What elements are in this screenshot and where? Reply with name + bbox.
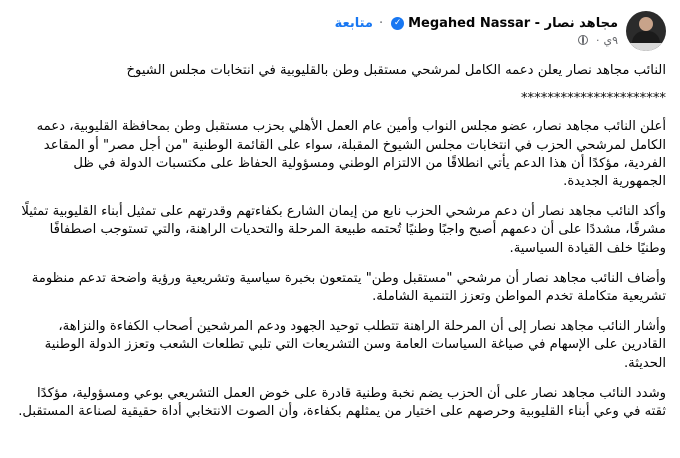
globe-icon[interactable]	[578, 35, 588, 45]
paragraph-5: وشدد النائب مجاهد نصار على أن الحزب يضم نخبة وطنية قادرة على خوض العمل التشريعي بوعي ومسؤولية، مؤكدًا ثقته في وعي أبناء القليوبية وحرصهم على اختيار من يمثلهم بكفاءة، وأن الصوت الانتخابي أداة حقيقية لصناعة المستقبل.	[18, 385, 666, 420]
verified-badge-icon: ✓	[391, 17, 404, 30]
post-title: النائب مجاهد نصار يعلن دعمه الكامل لمرشحي مستقبل وطن بالقليوبية في انتخابات مجلس الشيوخ	[126, 63, 666, 78]
author-name[interactable]: مجاهد نصار - Megahed Nassar	[408, 15, 618, 31]
follow-button[interactable]: متابعة	[334, 15, 373, 31]
paragraph-1: أعلن النائب مجاهد نصار، عضو مجلس النواب وأمين عام العمل الأهلي بحزب مستقبل وطن بمحافظة القليوبية، دعمه الكامل لمرشحي الحزب في انتخابات مجلس الشيوخ المقبلة، سواء على القائمة الوطنية "من أجل مصر" أو المقاعد الفردية، مؤكدًا أن هذا الدعم يأتي انطلاقًا من الالتزام الوطني ومسؤولية الحفاظ على مكتسبات الدولة في ظل الجمهورية الجديدة.	[36, 119, 666, 190]
dot-separator: ·	[378, 15, 384, 31]
post-meta	[335, 16, 618, 47]
post-divider: **********************	[520, 91, 666, 107]
author-line	[335, 16, 618, 31]
time-separator: ·	[595, 33, 600, 47]
avatar-band	[626, 43, 666, 51]
avatar-head	[639, 17, 653, 31]
paragraph-2: وأكد النائب مجاهد نصار أن دعم مرشحي الحزب نابع من إيمان الشارع بكفاءتهم وقدرتهم على تمثيل أبناء القليوبية تمثيلًا مشرفًا، مشددًا على أن دعمهم أصبح واجبًا وطنيًا تُحتمه طبيعة المرحلة والتحديات الراهنة، والتي تستوجب اصطفافًا وطنيًا خلف القيادة السياسية.	[21, 204, 666, 256]
author-avatar[interactable]	[626, 11, 666, 51]
paragraph-3: وأضاف النائب مجاهد نصار أن مرشحي "مستقبل وطن" يتمتعون بخبرة سياسية وتشريعية ورؤية واضحة تدعم منظومة تشريعية متكاملة تخدم المواطن وتعزز التنمية الشاملة.	[31, 270, 666, 305]
post-text	[18, 62, 666, 421]
timestamp-line	[335, 34, 618, 47]
post-time[interactable]: ٩ي	[603, 33, 618, 47]
post-header	[18, 8, 666, 54]
paragraph-4: وأشار النائب مجاهد نصار إلى أن المرحلة الراهنة تتطلب توحيد الجهود ودعم المرشحين أصحاب الكفاءة والنزاهة، القادرين على الإسهام في صياغة السياسات العامة وسن التشريعات التي تلبي تطلعات الشعب وتعزز الدولة الوطنية الحديثة.	[44, 319, 666, 371]
